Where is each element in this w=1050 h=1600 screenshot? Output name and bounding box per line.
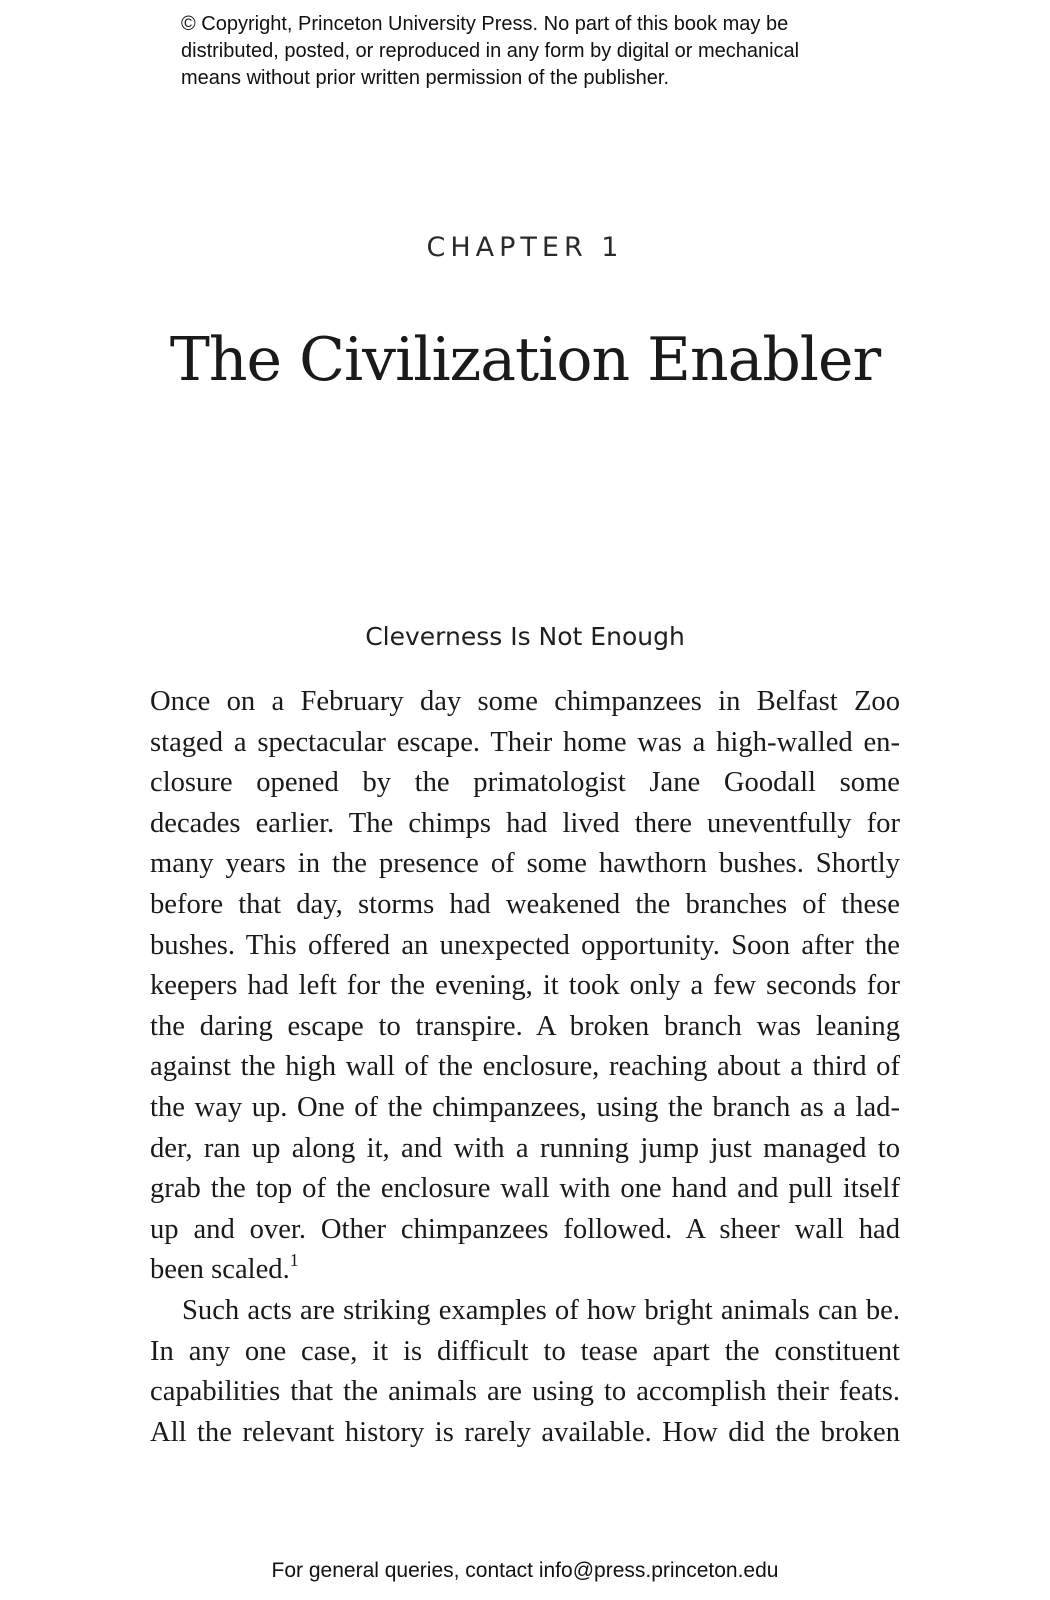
footnote-reference[interactable]: 1 bbox=[289, 1250, 299, 1271]
section-heading: Cleverness Is Not Enough bbox=[365, 622, 685, 651]
copyright-notice bbox=[181, 11, 901, 92]
text-line: before that day, storms had weakened the branches of these bbox=[150, 888, 900, 920]
text-line: Once on a February day some chimpanzees in Belfast Zoo bbox=[150, 686, 900, 717]
text-line bbox=[150, 1250, 900, 1291]
text-line: capabilities that the animals are using to accomplish their feats. bbox=[150, 1376, 900, 1408]
text-line: the daring escape to transpire. A broken branch was leaning bbox=[150, 1010, 900, 1042]
text-line: All the relevant history is rarely available. How did the broken bbox=[150, 1416, 900, 1448]
text-line: decades earlier. The chimps had lived there uneventfully for bbox=[150, 807, 900, 839]
copyright-line: distributed, posted, or reproduced in any form by digital or mechanical bbox=[181, 40, 800, 62]
text-line: Such acts are striking examples of how bright animals can be. bbox=[182, 1294, 900, 1326]
text-line: keepers had left for the evening, it took only a few seconds for bbox=[150, 970, 900, 1002]
text-line-content: been scaled. bbox=[150, 1254, 290, 1286]
text-line: grab the top of the enclosure wall with one hand and pull itself bbox=[150, 1173, 900, 1205]
copyright-line: © Copyright, Princeton University Press. No part of this book may be bbox=[181, 13, 789, 35]
text-line: staged a spectacular escape. Their home was a high-walled en- bbox=[150, 726, 900, 758]
paragraph bbox=[150, 1291, 900, 1453]
footer-contact: For general queries, contact info@press.princeton.edu bbox=[271, 1559, 779, 1582]
text-line: many years in the presence of some hawthorn bushes. Shortly bbox=[150, 848, 900, 880]
text-line: bushes. This offered an unexpected opportunity. Soon after the bbox=[150, 929, 900, 961]
paragraph bbox=[150, 682, 900, 1291]
body-text bbox=[150, 682, 900, 1453]
text-line: up and over. Other chimpanzees followed. A sheer wall had bbox=[150, 1213, 900, 1245]
text-line: closure opened by the primatologist Jane Goodall some bbox=[150, 767, 900, 799]
copyright-line: means without prior written permission of the publisher. bbox=[181, 67, 670, 89]
text-line: the way up. One of the chimpanzees, using the branch as a lad- bbox=[150, 1091, 900, 1123]
chapter-title: The Civilization Enabler bbox=[169, 325, 881, 395]
text-line: against the high wall of the enclosure, reaching about a third of bbox=[150, 1051, 900, 1083]
chapter-label: CHAPTER 1 bbox=[426, 232, 624, 263]
text-line: der, ran up along it, and with a running jump just managed to bbox=[150, 1132, 900, 1164]
text-line: In any one case, it is difficult to tease apart the constituent bbox=[150, 1335, 900, 1367]
